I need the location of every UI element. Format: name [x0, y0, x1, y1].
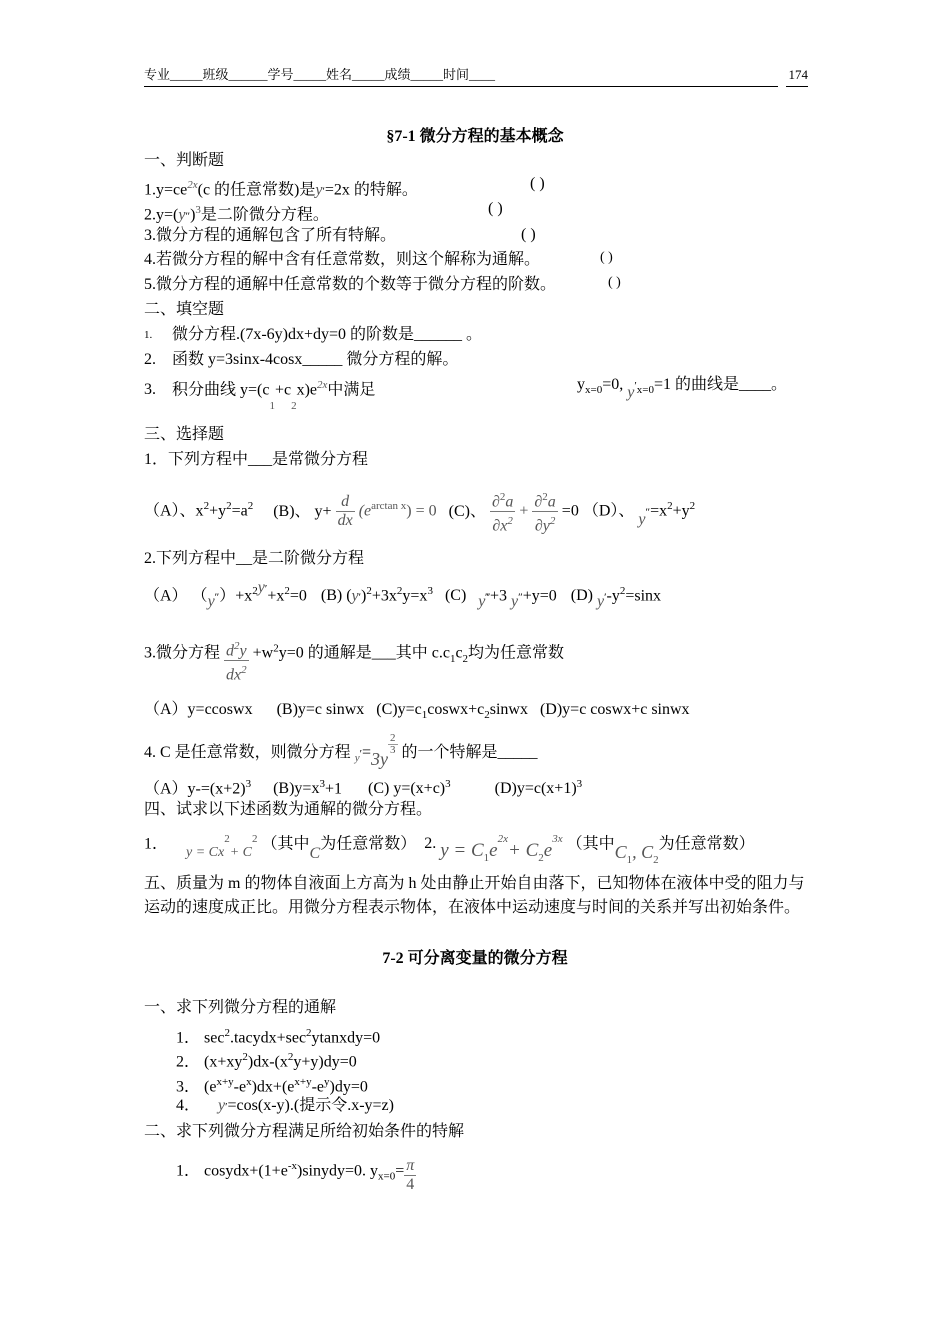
part1-heading: 一、判断题 [144, 152, 225, 169]
choice-q2-options: （A） $(y'')+x^2y'+x^2=0$ (B) $(y')^2+3x^2y=x^3$ (C) y‴+3 y″+y=0 (D) $y'-y^2=\sin x$ [144, 579, 662, 611]
judge-q3: 3.微分方程的通解包含了所有特解。 [144, 227, 397, 244]
judge-q3-answer: ( ) [521, 226, 536, 243]
sec2-q3: 3． $(e^{x+y}-e^x)dx+(e^{x+y}-e^y)dy=0$ [176, 1076, 368, 1096]
section-title-7-2: 7-2 可分离变量的微分方程 [382, 950, 568, 967]
part4-items: 1． $y = Cx^2+ C^2$ （其中C为任意常数） 2. $y = C_1e^{2x}+ C_2e^{3x}$ （其中$C_1$, $C_2$为任意常数） [144, 833, 755, 866]
choice-q4: 4. C 是任意常数，则微分方程 $_y$′=3y $\frac{2}{3}$ 的一个特解是_____ [144, 732, 538, 769]
part5-problem: 五、质量为 m 的物体自液面上方高为 h 处由静止开始自由落下，已知物体在液体中受的阻力与运动的速度成正比。用微分方程表示物体，在液体中运动速度与时间的关系并写出初始条件。 [144, 875, 805, 916]
choice-q3: 3.微分方程 $\frac{d^2y}{dx^2}$ $+w^2y=0$ 的通解是___其中 $c.c_1c_2$均为任意常数 [144, 637, 564, 685]
fill-q1: 1. 微分方程.(7x-6y)dx+dy=0 的阶数是______ 。 [144, 326, 483, 343]
sec2-q4: 4． y′=cos(x-y).(提示令.x-y=z) [176, 1097, 394, 1114]
judge-q5-answer: ( ) [608, 275, 621, 290]
judge-q2-answer: ( ) [488, 200, 503, 217]
fill-q3-condition: $y_{x=0}=0$, $y'_{x=0}=1$ 的曲线是____。 [577, 376, 788, 401]
part3-heading: 三、选择题 [144, 426, 225, 443]
judge-q4-answer: ( ) [600, 250, 613, 265]
judge-q5: 5.微分方程的通解中任意常数的个数等于微分方程的阶数。 [144, 276, 557, 293]
choice-q4-options: $(A)y-=(x+2)^3$ $(B)y=x^3+1$ (C) $y=(x+c)^3$ $(D)y=c(x+1)^3$ [144, 778, 583, 798]
choice-q3-options: （A）y=ccoswx (B)y=c sinwx $(C)y=c_1coswx+c_2sinwx$ (D)y=c coswx+c sinwx [144, 701, 690, 722]
judge-q2: $2.y=(y'')^3$是二阶微分方程。 [144, 204, 329, 224]
sec2-part1-heading: 一、求下列微分方程的通解 [144, 999, 337, 1016]
judge-q4: 4.若微分方程的解中含有任意常数，则这个解称为通解。 [144, 251, 541, 268]
choice-q2: 2.下列方程中__是二阶微分方程 [144, 550, 365, 567]
header-fields: 专业_____班级______学号_____姓名_____成绩_____时间____ [144, 66, 778, 87]
choice-q1: 1．下列方程中___是常微分方程 [144, 451, 369, 468]
sec2-part2-heading: 二、求下列微分方程满足所给初始条件的特解 [144, 1123, 465, 1140]
sec2-q1: 1． $\sec^2.tacydx+\sec^2ytanxdy=0$ [176, 1027, 381, 1047]
sec2-part2-q1: 1． $cosydx+(1+e^{-x})sinydy=0$. $y_{x=0}=$ $\frac{\pi}{4}$ [176, 1157, 415, 1194]
fill-q3: 3. 积分曲线 $y=(c_1+c_2x)e^{2x}$中满足 [144, 379, 376, 412]
sec2-q2: 2． $(x+xy^2)dx-(x^2y+y)dy=0$ [176, 1051, 357, 1071]
fill-q2: 2. 函数 y=3sinx-4cosx_____ 微分方程的解。 [144, 351, 459, 368]
judge-q1-answer: ( ) [530, 175, 545, 192]
choice-q1-options: （A）、$x^2+y^2=a^2$ (B)、 y+ $\frac{d}{dx}$ $(e^{arctan x}) = 0$ (C)、 $\frac{\partial^2a}{\partial x^2}$ + $\frac{\partial^2a}{\partial y^2}$ =0 （D）、 $y''=x^2+y^2$ [144, 488, 695, 536]
part2-heading: 二、填空题 [144, 301, 225, 318]
part4-heading: 四、试求以下述函数为通解的微分方程。 [144, 801, 433, 818]
judge-q1: $1.y=ce^{2x}(c$ 的任意常数)是y′=2x 的特解。 [144, 179, 418, 199]
page-number: 174 [786, 66, 808, 87]
section-title-7-1: §7-1 微分方程的基本概念 [386, 128, 564, 145]
